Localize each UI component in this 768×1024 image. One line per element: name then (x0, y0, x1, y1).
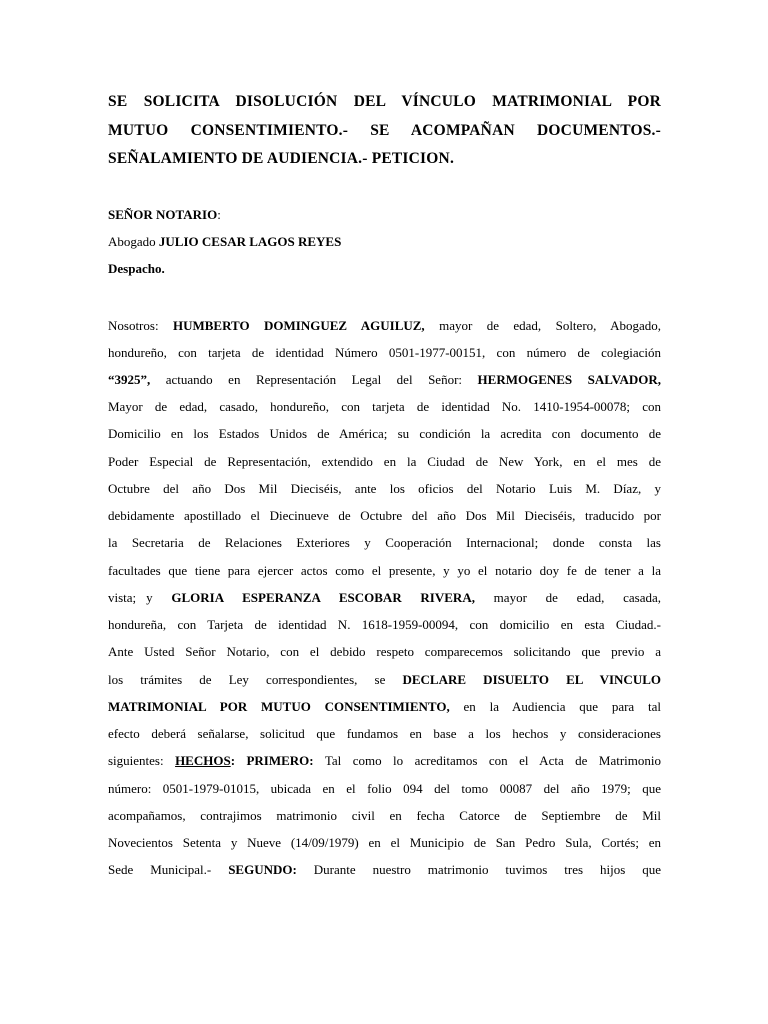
body-line-1 (108, 318, 661, 334)
title-line-2: MUTUO CONSENTIMIENTO.- SE ACOMPAÑAN DOCUMENTOS.- (108, 122, 661, 139)
body-text: Nosotros: (108, 318, 173, 333)
declare-clause: DECLARE DISUELTO EL VINCULO (402, 672, 661, 687)
body-text: Durante nuestro matrimonio tuvimos tres hijos que (296, 862, 661, 877)
declare-clause: MATRIMONIAL POR MUTUO CONSENTIMIENTO, (108, 699, 450, 714)
body-line-17 (108, 753, 661, 769)
title-line-3: SEÑALAMIENTO DE AUDIENCIA.- PETICION. (108, 150, 455, 167)
body-line-6: Poder Especial de Representación, extendido en la Ciudad de New York, en el mes de (108, 454, 661, 469)
body-text: mayor de edad, casada, (474, 590, 661, 605)
body-text: Tal como lo acreditamos con el Acta de Matrimonio (313, 753, 661, 768)
body-line-7: Octubre del año Dos Mil Dieciséis, ante los oficios del Notario Luis M. Díaz, y (108, 481, 661, 496)
abogado-prefix: Abogado (108, 234, 159, 249)
primero-heading: : PRIMERO: (230, 753, 314, 768)
abogado-line (108, 234, 341, 250)
recipient-colon: : (217, 207, 221, 222)
name-hermogenes: HERMOGENES SALVADOR, (477, 372, 661, 387)
body-line-8: debidamente apostillado el Diecinueve de Octubre del año Dos Mil Dieciséis, traducido por (108, 508, 661, 523)
hechos-heading: HECHOS (175, 753, 231, 768)
body-text: vista; (108, 590, 137, 605)
recipient-line (108, 207, 221, 223)
body-line-16: efecto deberá señalarse, solicitud que fundamos en base a los hechos y consideraciones (108, 726, 661, 741)
name-humberto: HUMBERTO DOMINGUEZ AGUILUZ, (172, 318, 425, 333)
title-line-1: SE SOLICITA DISOLUCIÓN DEL VÍNCULO MATRIMONIAL POR (108, 93, 661, 110)
recipient: SEÑOR NOTARIO (108, 207, 218, 222)
body-text: y (146, 590, 172, 605)
body-line-10: facultades que tiene para ejercer actos como el presente, y yo el notario doy fe de tener a la (108, 563, 661, 578)
colegiacion-number: “3925”, (108, 372, 151, 387)
body-line-20: Novecientos Setenta y Nueve (14/09/1979) en el Municipio de San Pedro Sula, Cortés; en (108, 835, 661, 850)
body-line-13: Ante Usted Señor Notario, con el debido respeto comparecemos solicitando que previo a (108, 644, 661, 659)
body-line-3 (108, 372, 661, 388)
body-line-19: acompañamos, contrajimos matrimonio civil en fecha Catorce de Septiembre de Mil (108, 808, 661, 823)
despacho: Despacho. (108, 261, 165, 276)
body-line-2: hondureño, con tarjeta de identidad Número 0501-1977-00151, con número de colegiación (108, 345, 661, 360)
body-text: en la Audiencia que para tal (449, 699, 661, 714)
name-gloria: GLORIA ESPERANZA ESCOBAR RIVERA, (171, 590, 475, 605)
body-text: los trámites de Ley correspondientes, se (108, 672, 403, 687)
body-text: siguientes: (108, 753, 176, 768)
body-line-9: la Secretaria de Relaciones Exteriores y Cooperación Internacional; donde consta las (108, 535, 661, 550)
body-text: actuando en Representación Legal del Señor: (150, 372, 478, 387)
body-line-5: Domicilio en los Estados Unidos de América; su condición la acredita con documento de (108, 426, 661, 441)
body-line-15 (108, 699, 661, 715)
body-line-4: Mayor de edad, casado, hondureño, con tarjeta de identidad No. 1410-1954-00078; con (108, 399, 661, 414)
segundo-heading: SEGUNDO: (228, 862, 297, 877)
body-line-14 (108, 672, 661, 688)
body-line-11 (108, 590, 661, 606)
body-text: mayor de edad, Soltero, Abogado, (424, 318, 661, 333)
abogado-name: JULIO CESAR LAGOS REYES (158, 234, 342, 249)
body-text: Sede Municipal.- (108, 862, 229, 877)
body-line-12: hondureña, con Tarjeta de identidad N. 1618-1959-00094, con domicilio en esta Ciudad.- (108, 617, 661, 632)
body-line-18: número: 0501-1979-01015, ubicada en el folio 094 del tomo 00087 del año 1979; que (108, 781, 661, 796)
body-line-21 (108, 862, 661, 878)
